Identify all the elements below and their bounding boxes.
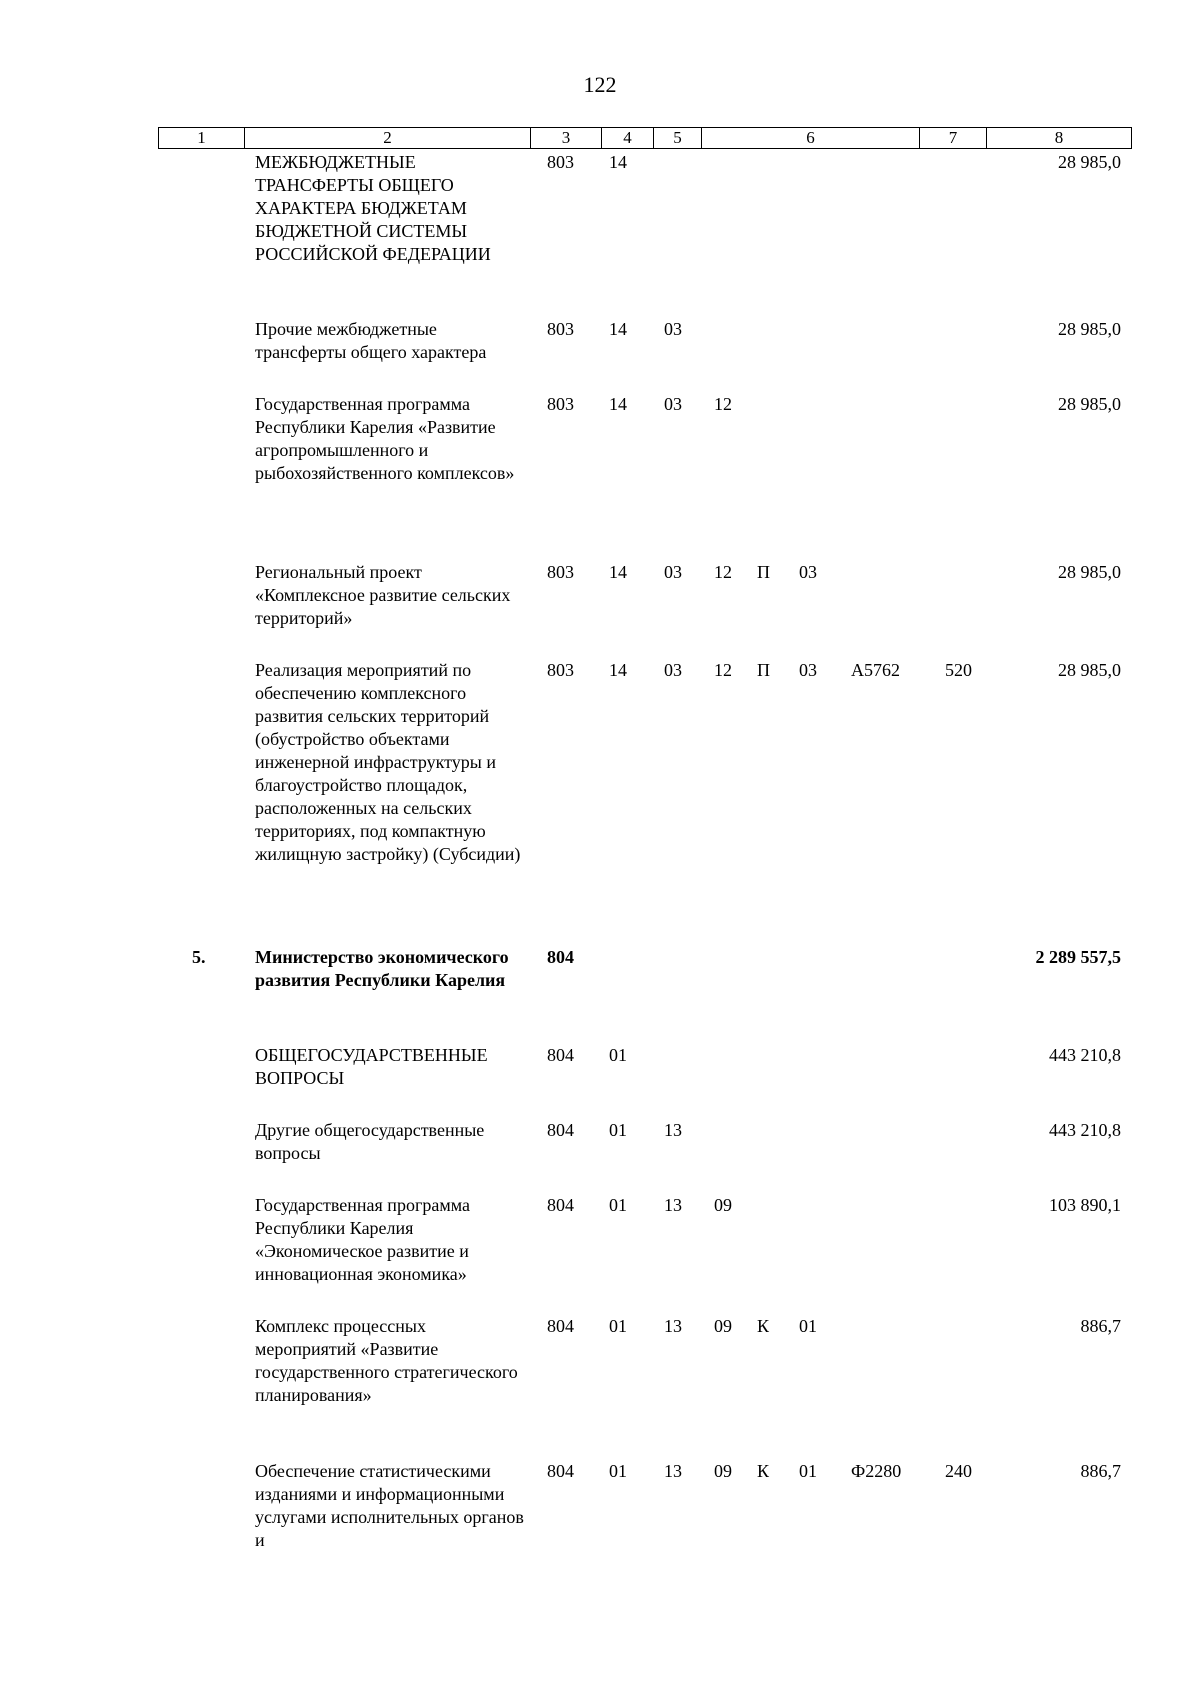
code-section: 14 [609, 660, 627, 680]
column-header-1: 1 [159, 128, 245, 148]
row-name: Государственная программа Республики Карелия «Развитие агропромышленного и рыбохозяйственного комплексов» [255, 394, 515, 483]
column-header-5: 5 [654, 128, 702, 148]
code-program-type: П [757, 562, 770, 582]
code-program-type: П [757, 660, 770, 680]
column-header-row [158, 127, 1132, 149]
code-program: 09 [714, 1316, 732, 1336]
code-direction: А5762 [851, 660, 900, 680]
row-name: МЕЖБЮДЖЕТНЫЕ ТРАНСФЕРТЫ ОБЩЕГО ХАРАКТЕРА БЮДЖЕТАМ БЮДЖЕТНОЙ СИСТЕМЫ РОССИЙСКОЙ ФЕДЕРАЦИИ [255, 152, 491, 264]
code-ved: 803 [547, 562, 574, 582]
page-number: 122 [583, 72, 617, 97]
column-header-4: 4 [602, 128, 654, 148]
code-program: 12 [714, 394, 732, 414]
column-header-2: 2 [245, 128, 531, 148]
code-ved: 803 [547, 319, 574, 339]
row-amount: 28 985,0 [1058, 660, 1121, 680]
code-program-part: 01 [799, 1461, 817, 1481]
code-section: 14 [609, 562, 627, 582]
code-section: 01 [609, 1461, 627, 1481]
code-ved: 803 [547, 152, 574, 172]
code-expense-type: 520 [945, 660, 972, 680]
code-ved: 803 [547, 394, 574, 414]
code-subsection: 13 [664, 1316, 682, 1336]
code-ved: 804 [547, 1316, 574, 1336]
code-program-part: 01 [799, 1316, 817, 1336]
code-section: 01 [609, 1195, 627, 1215]
row-name: Министерство экономического развития Республики Карелия [255, 947, 509, 990]
code-section: 14 [609, 152, 627, 172]
code-section: 01 [609, 1120, 627, 1140]
row-name: ОБЩЕГОСУДАРСТВЕННЫЕ ВОПРОСЫ [255, 1045, 488, 1088]
row-amount: 886,7 [1080, 1316, 1121, 1336]
code-program: 09 [714, 1195, 732, 1215]
code-section: 14 [609, 394, 627, 414]
row-number: 5. [192, 947, 206, 967]
row-name: Другие общегосударственные вопросы [255, 1120, 485, 1163]
column-header-6: 6 [702, 128, 920, 148]
code-ved: 804 [547, 1461, 574, 1481]
code-program-type: К [757, 1316, 770, 1336]
row-amount: 28 985,0 [1058, 319, 1121, 339]
row-amount: 886,7 [1080, 1461, 1121, 1481]
code-subsection: 13 [664, 1120, 682, 1140]
row-name: Комплекс процессных мероприятий «Развитие государственного стратегического планирования» [255, 1316, 518, 1405]
row-amount: 28 985,0 [1058, 562, 1121, 582]
column-header-7: 7 [920, 128, 987, 148]
code-expense-type: 240 [945, 1461, 972, 1481]
code-ved: 803 [547, 660, 574, 680]
row-amount: 443 210,8 [1049, 1045, 1121, 1065]
row-amount: 443 210,8 [1049, 1120, 1121, 1140]
row-name: Прочие межбюджетные трансферты общего характера [255, 319, 487, 362]
code-program-part: 03 [799, 660, 817, 680]
code-ved: 804 [547, 1045, 574, 1065]
column-header-3: 3 [531, 128, 602, 148]
code-program: 12 [714, 562, 732, 582]
code-subsection: 03 [664, 394, 682, 414]
code-subsection: 03 [664, 660, 682, 680]
column-header-8: 8 [1054, 128, 1064, 147]
code-ved: 804 [547, 1120, 574, 1140]
row-amount: 103 890,1 [1049, 1195, 1121, 1215]
code-subsection: 03 [664, 319, 682, 339]
code-direction: Ф2280 [851, 1461, 902, 1481]
row-name: Реализация мероприятий по обеспечению комплексного развития сельских территорий (обустройство объектами инженерной инфраструктуры и благоустройство площадок, расположенных на сельских территориях, под компактную жилищную застройку) (Субсидии) [255, 660, 521, 864]
code-subsection: 13 [664, 1195, 682, 1215]
code-section: 01 [609, 1045, 627, 1065]
code-section: 14 [609, 319, 627, 339]
row-amount: 2 289 557,5 [1035, 947, 1121, 967]
code-program: 09 [714, 1461, 732, 1481]
code-program-type: К [757, 1461, 770, 1481]
code-subsection: 13 [664, 1461, 682, 1481]
row-amount: 28 985,0 [1058, 152, 1121, 172]
code-ved: 804 [547, 947, 574, 967]
code-program: 12 [714, 660, 732, 680]
code-subsection: 03 [664, 562, 682, 582]
code-ved: 804 [547, 1195, 574, 1215]
row-name: Государственная программа Республики Карелия «Экономическое развитие и инновационная экономика» [255, 1195, 470, 1284]
row-amount: 28 985,0 [1058, 394, 1121, 414]
row-name: Региональный проект «Комплексное развитие сельских территорий» [255, 562, 511, 628]
code-section: 01 [609, 1316, 627, 1336]
row-name: Обеспечение статистическими изданиями и информационными услугами исполнительных органов и [255, 1461, 524, 1550]
code-program-part: 03 [799, 562, 817, 582]
